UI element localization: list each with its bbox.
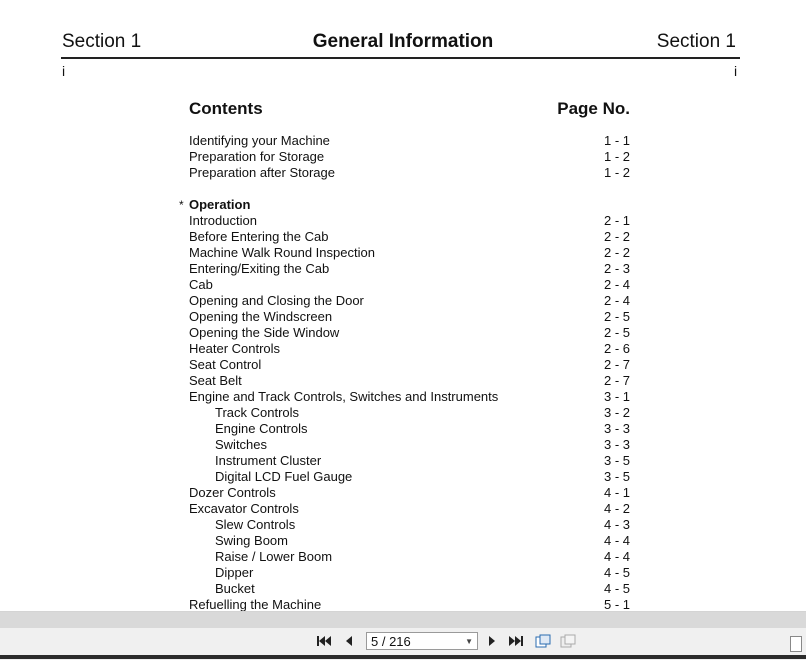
toc-entry-page: 3 - 3 [603,437,630,452]
toc-entry-page: 4 - 4 [603,549,630,564]
page-number-select[interactable] [366,632,478,650]
fit-width-icon[interactable] [559,632,577,650]
toc-entry-page: 2 - 4 [603,293,630,308]
toc-entry-title: Introduction [189,213,257,228]
header-right: Section 1 [656,31,736,52]
toc-entry-title: Before Entering the Cab [189,229,329,244]
toc-entry-title: Swing Boom [215,533,288,548]
toc-entry-title: Machine Walk Round Inspection [189,245,375,260]
toc-entry-page: 3 - 2 [603,405,630,420]
toc-entry-page: 2 - 7 [603,357,630,372]
toc-entry[interactable] [179,581,630,597]
toc-entry-title: Excavator Controls [189,501,299,516]
toc-entry-title: Dozer Controls [189,485,276,500]
pdf-toolbar [0,611,806,660]
toc-entry-page: 2 - 5 [603,325,630,340]
toc-entry[interactable] [179,373,630,389]
toc-entry[interactable] [179,453,630,469]
toc-entry[interactable] [179,229,630,245]
toc-entry[interactable] [179,533,630,549]
toc-entry[interactable] [179,149,630,165]
toc-entry-title: Dipper [215,565,254,580]
toc-entry-title: Engine Controls [215,421,308,436]
toc-entry-page: 1 - 1 [603,133,630,148]
toc-contents-heading: Contents [189,99,263,118]
toc-entry-title: Heater Controls [189,341,281,356]
window-bottom-border [0,655,806,659]
toc-entry[interactable] [179,261,630,277]
toc-entry-title: Seat Control [189,357,262,372]
toc-entry-page: 3 - 1 [603,389,630,404]
toc-entry[interactable] [179,245,630,261]
toc-page-heading: Page No. [557,99,630,118]
first-page-icon[interactable] [315,632,333,650]
horizontal-scrollbar[interactable] [0,612,806,628]
toc-entry[interactable] [179,309,630,325]
toc-entry-title: Bucket [215,581,255,596]
page-number-left: i [62,63,66,79]
section-marker: * [179,198,184,212]
toc-entry-title: Opening the Side Window [189,325,340,340]
page-number-right: i [734,63,738,79]
toc-entry-page: 2 - 6 [603,341,630,356]
toc-entry-page: 1 - 2 [603,149,630,164]
toc-entry-page: 3 - 5 [603,453,630,468]
toc-entry-page: 5 - 1 [603,597,630,611]
chevron-down-icon[interactable]: ▼ [465,637,473,646]
toc-entry[interactable] [179,565,630,581]
toc-entry-title: Identifying your Machine [189,133,330,148]
toc-entry-title: Seat Belt [189,373,242,388]
toc-entry-page: 2 - 2 [603,245,630,260]
toc-entry[interactable] [179,549,630,565]
table-of-contents [179,133,630,611]
next-page-icon[interactable] [483,632,501,650]
toc-entry[interactable] [179,341,630,357]
toc-entry-title: Engine and Track Controls, Switches and Instruments [189,389,499,404]
header-rule [61,57,740,59]
toc-entry-title: Preparation for Storage [189,149,325,164]
toc-entry[interactable] [179,357,630,373]
toc-entry[interactable] [179,213,630,229]
prev-page-icon[interactable] [340,632,358,650]
toc-entry-page: 2 - 1 [603,213,630,228]
toc-entry-title: Instrument Cluster [215,453,322,468]
toc-entry-title: Preparation after Storage [189,165,335,180]
header-left: Section 1 [62,31,142,52]
toc-entry-title: Refuelling the Machine [189,597,322,611]
toc-entry-title: Opening the Windscreen [189,309,333,324]
toc-entry[interactable] [179,389,630,405]
toc-entry[interactable] [179,277,630,293]
toc-entry-title: Track Controls [215,405,300,420]
toc-entry[interactable] [179,469,630,485]
toc-entry-page: 4 - 3 [603,517,630,532]
toc-entry[interactable] [179,325,630,341]
toc-entry-page: 2 - 5 [603,309,630,324]
toc-entry[interactable] [179,421,630,437]
toc-entry[interactable] [179,437,630,453]
header-title: General Information [312,31,494,52]
toc-entry[interactable] [179,485,630,501]
toc-entry[interactable] [179,293,630,309]
toc-entry-page: 4 - 4 [603,533,630,548]
toc-entry[interactable] [179,501,630,517]
toc-entry[interactable] [179,517,630,533]
toc-entry-page: 3 - 3 [603,421,630,436]
toc-entry-title: Entering/Exiting the Cab [189,261,330,276]
toc-entry[interactable] [179,405,630,421]
page-number-value: 5 / 216 [371,634,411,649]
toc-section-heading[interactable] [179,197,630,213]
toc-entry[interactable] [179,597,630,611]
toc-spacer [179,181,630,197]
toc-entry-title: Slew Controls [215,517,296,532]
toc-entry-page: 2 - 2 [603,229,630,244]
toc-entry-title: Opening and Closing the Door [189,293,364,308]
toc-entry-page: 1 - 2 [603,165,630,180]
toc-entry-page: 4 - 5 [603,581,630,596]
toc-entry-title: Raise / Lower Boom [215,549,333,564]
toc-entry-page: 4 - 1 [603,485,630,500]
toc-entry-page: 4 - 2 [603,501,630,516]
toc-entry[interactable] [179,165,630,181]
panel-toggle-icon[interactable] [790,636,802,652]
toc-entry-page: 4 - 5 [603,565,630,580]
toc-entry-title: Digital LCD Fuel Gauge [215,469,353,484]
section-title: Operation [189,197,251,212]
toc-entry-page: 3 - 5 [603,469,630,484]
toc-entry-page: 2 - 3 [603,261,630,276]
toc-entry-page: 2 - 4 [603,277,630,292]
last-page-icon[interactable] [507,632,525,650]
toc-entry[interactable] [179,133,630,149]
toc-entry-page: 2 - 7 [603,373,630,388]
toc-entry-title: Switches [215,437,268,452]
fit-page-icon[interactable] [534,632,552,650]
toc-entry-title: Cab [189,277,213,292]
